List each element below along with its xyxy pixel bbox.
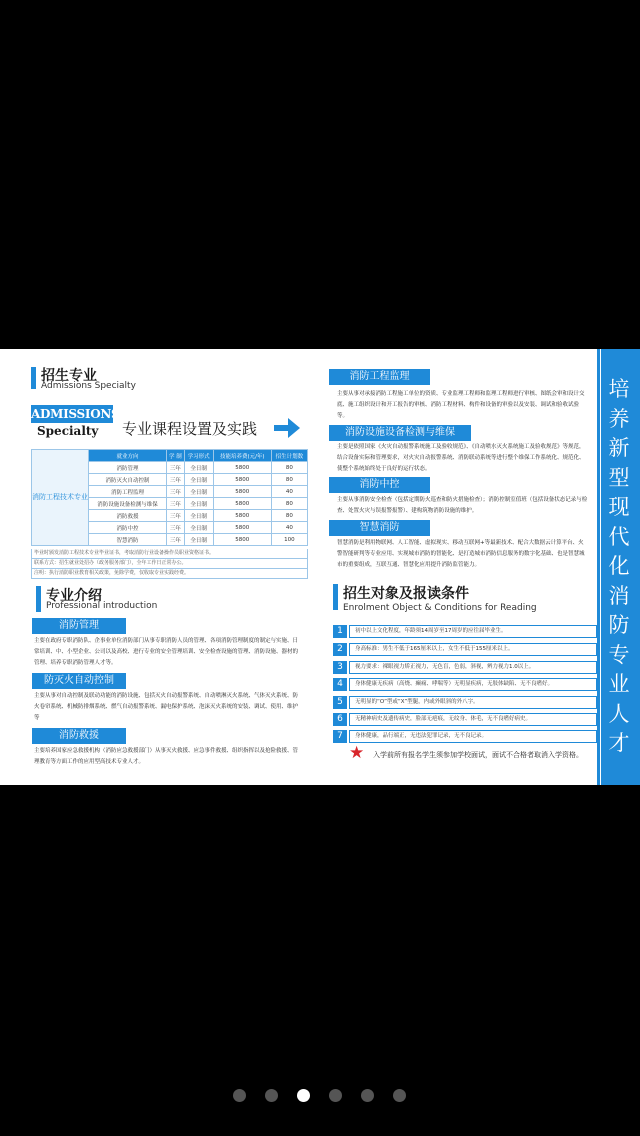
- table-cell: 100: [271, 534, 307, 546]
- table-cell: 80: [271, 474, 307, 486]
- table-cell: 消防灭火自动控制: [89, 474, 167, 486]
- section-title-enrolment: 招生对象及报读条件: [343, 586, 469, 602]
- pagination-dot[interactable]: [329, 1089, 342, 1102]
- condition-text: 初中以上文化程度，年龄须14周岁至17周岁的应往届毕业生。: [349, 625, 597, 638]
- middle-text: 主要从事消防安全检查（包括定期防火巡查和防火措施检查）；消防控制室值班（包括设备状态记录与检查、处置火灾与误报警报警）、建构筑物消防设施的维护。: [337, 497, 588, 514]
- intro-tag: 消防救援: [32, 728, 126, 744]
- table-header: 技能培养费(元/年): [213, 450, 271, 462]
- table-cell: 三年: [167, 498, 184, 510]
- side-banner-slogan: 培养新型现代化消防专业人才: [608, 377, 630, 755]
- brochure-image: [0, 349, 640, 785]
- condition-number: 5: [333, 696, 347, 709]
- condition-text: 身体健康无疾病（高烧、癫痫、哮喘等）无明显疾病，无肢体缺陷、无不良嗜好。: [349, 678, 597, 691]
- table-cell: 5800: [213, 486, 271, 498]
- table-header: 招生计划数: [271, 450, 307, 462]
- section-subtitle-intro: Professional introduction: [46, 601, 158, 611]
- table-cell: 全日制: [184, 462, 213, 474]
- condition-number: 4: [333, 678, 347, 691]
- intro-text: 主要在政府专职消防队、企事业单位消防部门从事专职消防人员的管理、各项消防管理制度的制定与实施、日常培训、中、小型企业、公司以及高校、进行专业的安全管理培训、安全检查设施的管理、消防设施、器材的管理、培养专职消防管理人才等。: [34, 638, 299, 666]
- admissions-logo: [31, 405, 120, 441]
- table-cell: 40: [271, 522, 307, 534]
- table-cell: 智慧消防: [89, 534, 167, 546]
- intro-tag: 消防管理: [32, 618, 126, 634]
- table-note: 毕业时颁发消防工程技术专业毕业证书，考取消防行业设备操作员职业资格证书。: [31, 549, 308, 559]
- table-cell: 80: [271, 498, 307, 510]
- table-cell: 5800: [213, 522, 271, 534]
- middle-tag: 智慧消防: [329, 520, 430, 536]
- table-cell: 全日制: [184, 486, 213, 498]
- section-title-intro: 专业介绍: [46, 588, 102, 604]
- admissions-logo-line2: Specialty: [37, 424, 99, 438]
- table-notes: [31, 549, 308, 579]
- condition-text: 无明显的“O”型或“X”型腿，内或外眼斜的外八字。: [349, 696, 597, 709]
- table-cell: 80: [271, 462, 307, 474]
- condition-row: [333, 643, 590, 656]
- table-header-row: [32, 450, 308, 462]
- condition-text: 无精神病史及遗传病史，脸部无疤痕，无纹身、体毛，无不良嗜好病史。: [349, 713, 597, 726]
- table-cell: 全日制: [184, 474, 213, 486]
- section-subtitle-admissions: Admissions Specialty: [41, 381, 136, 391]
- table-cell: 三年: [167, 522, 184, 534]
- table-header: 学习形式: [184, 450, 213, 462]
- table-note: 联系方式：招生就业处招办（政务服务部门），全年工作日正常办公。: [31, 559, 308, 569]
- section-title-admissions: 招生专业: [41, 368, 97, 384]
- star-icon: ★: [349, 743, 365, 763]
- table-cell: 三年: [167, 486, 184, 498]
- table-header: 就业方向: [89, 450, 167, 462]
- table-side-label: 消防工程技术专业: [32, 450, 89, 546]
- table-cell: 三年: [167, 474, 184, 486]
- table-header: 学 制: [167, 450, 184, 462]
- table-cell: 全日制: [184, 510, 213, 522]
- condition-row: [333, 661, 590, 674]
- section-bar: [333, 584, 338, 610]
- table-cell: 5800: [213, 462, 271, 474]
- pagination-dot[interactable]: [265, 1089, 278, 1102]
- condition-number: 7: [333, 730, 347, 743]
- pagination-dot[interactable]: [361, 1089, 374, 1102]
- middle-tag: 消防中控: [329, 477, 430, 493]
- condition-number: 6: [333, 713, 347, 726]
- middle-tag: 消防工程监理: [329, 369, 430, 385]
- condition-text: 身高标准：男生不低于165厘米以上，女生不低于155厘米以上。: [349, 643, 597, 656]
- table-cell: 三年: [167, 510, 184, 522]
- table-cell: 全日制: [184, 498, 213, 510]
- condition-text: 身体健康，品行端正，无违法犯罪记录，无不良记录。: [349, 730, 597, 743]
- pagination-dot[interactable]: [233, 1089, 246, 1102]
- arrow-right-icon: [273, 417, 301, 439]
- course-title: 专业课程设置及实践: [122, 420, 258, 438]
- table-cell: 全日制: [184, 522, 213, 534]
- table-cell: 5800: [213, 510, 271, 522]
- table-cell: 80: [271, 510, 307, 522]
- table-cell: 全日制: [184, 534, 213, 546]
- table-cell: 5800: [213, 498, 271, 510]
- section-subtitle-enrolment: Enrolment Object & Conditions for Reading: [343, 603, 537, 613]
- middle-text: 智慧消防是利用物联网、人工智能、虚拟现实、移动互联网+等最新技术、配合大数据云计算平台、火警智能研判等专业应用、实现城市消防的智能化、是打造城市消防信息服务的数字化基础、也是智慧城市的重要组成，互联互通、智慧化应用提升消防监管能力。: [337, 540, 585, 568]
- table-cell: 三年: [167, 462, 184, 474]
- condition-number: 1: [333, 625, 347, 638]
- table-cell: 消防工程监理: [89, 486, 167, 498]
- condition-row: [333, 730, 590, 743]
- condition-number: 2: [333, 643, 347, 656]
- pagination-dot[interactable]: [393, 1089, 406, 1102]
- table-cell: 消防设施设备检测与维保: [89, 498, 167, 510]
- condition-row: [333, 696, 590, 709]
- side-banner: [597, 349, 640, 785]
- section-bar: [31, 367, 36, 389]
- middle-text: 主要从事对承接消防工程施工单位的资质、专业监理工程师和监理工程师进行审核、图纸会审和设计交底、施工组织设计和开工报告的审核、消防工程材料、构件和设备的审验以及安装、调试和验收试验等。: [337, 391, 585, 419]
- middle-text: 主要是依照国家《火灾自动报警系统施工及验收规范》、《自动喷水灭火系统施工及验收规范》等规范，结合设备实际和管理要求，对火灾自动报警系统、消防联动系统等进行整个维保工作系统化、规范化、使整个系统始终处于良好的运行状态。: [337, 444, 585, 472]
- intro-text: 主要从事对自动控制及联动功能的消防设施、包括灭火自动报警系统、自动喷淋灭火系统、气体灭火系统、防火卷帘系统、机械防排烟系统、燃气自动报警系统、漏电保护系统、泡沫灭火系统的安装、调试、使用、维护等: [34, 693, 299, 721]
- course-table: [31, 449, 308, 546]
- table-cell: 5800: [213, 534, 271, 546]
- condition-row: [333, 625, 590, 638]
- condition-row: [333, 678, 590, 691]
- condition-row: [333, 713, 590, 726]
- pagination-dot-active[interactable]: [297, 1089, 310, 1102]
- table-cell: 消防中控: [89, 522, 167, 534]
- section-bar: [36, 586, 41, 612]
- condition-number: 3: [333, 661, 347, 674]
- middle-tag: 消防设施设备检测与维保: [329, 425, 471, 441]
- table-note: 注明：执行消防职业教育相关政策，免除学费，仅收取专业实践经费。: [31, 569, 308, 579]
- admissions-logo-line1: ADMISSIONS: [31, 407, 120, 421]
- intro-tag: 防灭火自动控制: [32, 673, 126, 689]
- admission-notice: 入学前所有报名学生须参加学校面试，面试不合格者取消入学资格。: [373, 751, 583, 759]
- table-cell: 消防救援: [89, 510, 167, 522]
- intro-text: 主要培养国家应急救援机构（消防应急救援部门）从事灭火救援、应急事件救援、组织指挥以及抢险救援、管理教育等方面工作的应用型高技术专业人才。: [34, 748, 299, 765]
- pagination-dots: [0, 1088, 640, 1104]
- side-banner-divider: [600, 349, 601, 785]
- table-cell: 三年: [167, 534, 184, 546]
- table-cell: 消防管理: [89, 462, 167, 474]
- table-cell: 40: [271, 486, 307, 498]
- condition-text: 视力要求：裸眼视力矫正视力，无色盲，色弱，斜视，辨力视力1.0以上。: [349, 661, 597, 674]
- table-cell: 5800: [213, 474, 271, 486]
